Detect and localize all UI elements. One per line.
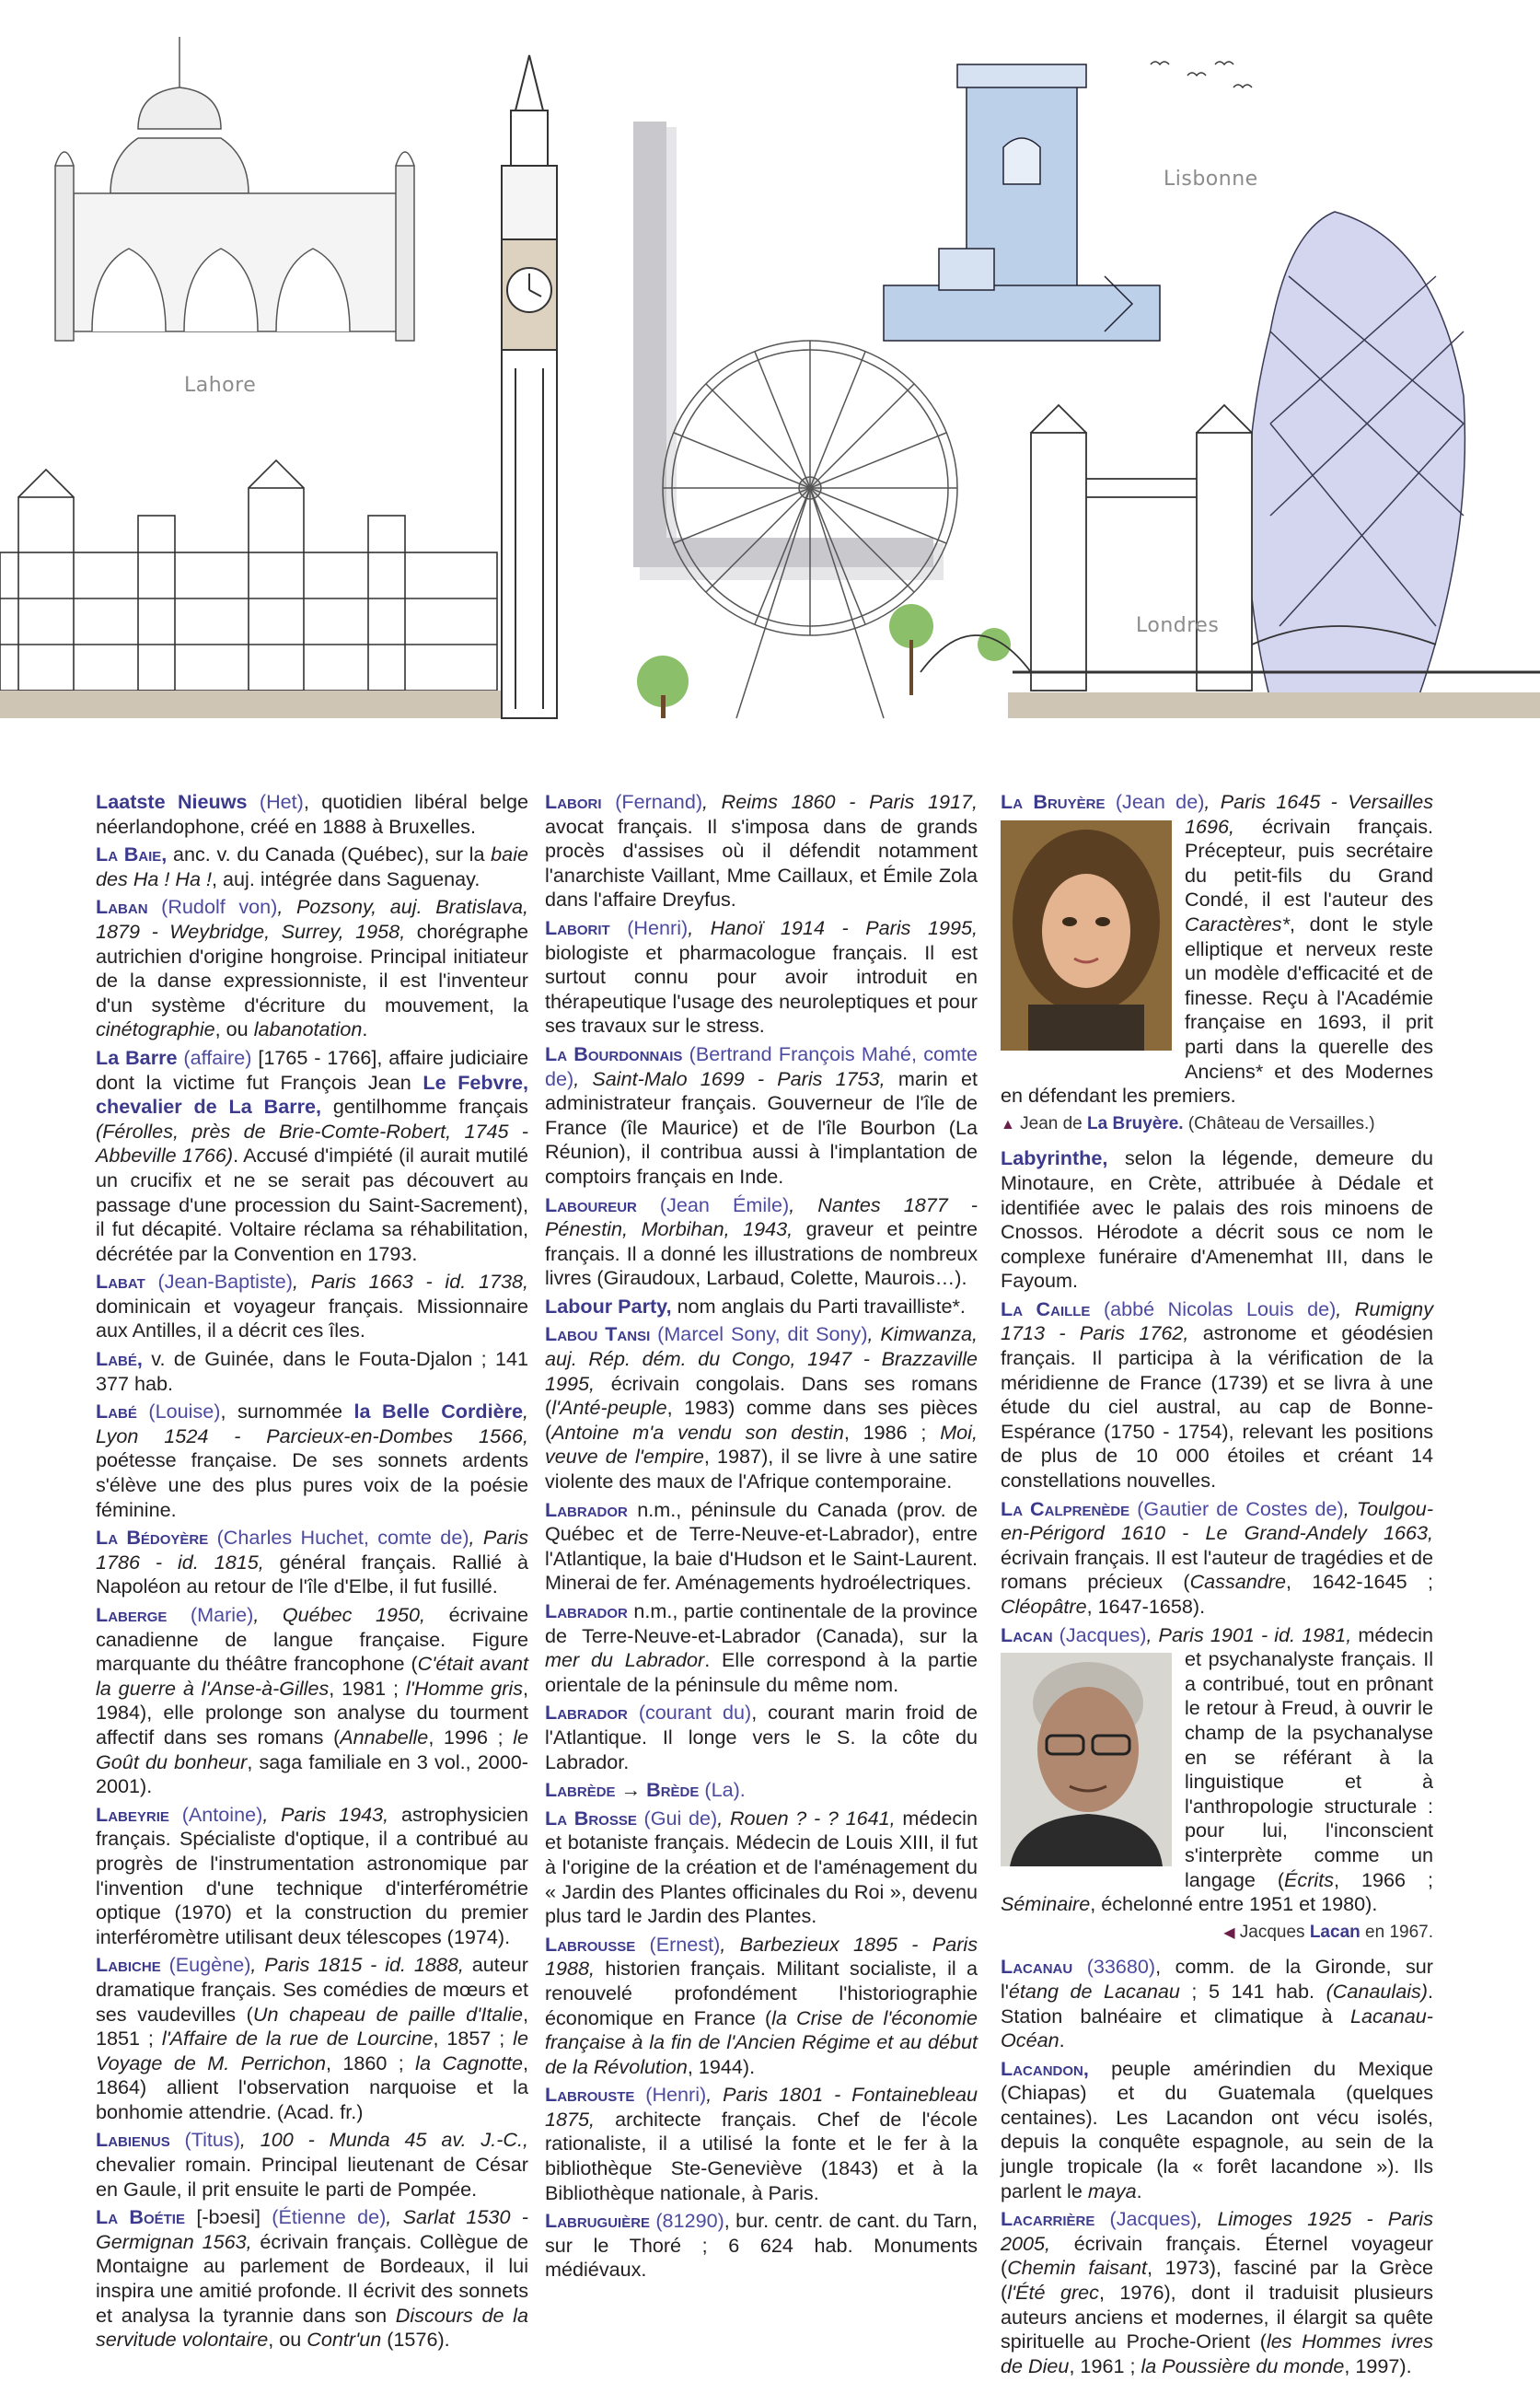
- entry-laban: Laban (Rudolf von), Pozsony, auj. Bratislava, 1879 - Weybridge, Surrey, 1958, chorégraphe autrichien d'origine hongroise. Principal initiateur de la danse expressionniste, il est l'inventeur d'un système d'écriture du mouvement, la cinétographie, ou labanotation.: [96, 895, 529, 1041]
- entry-labyrinthe: Labyrinthe, selon la légende, demeure du Minotaure, en Crète, attribuée à Dédale et identifiée avec le palais des rois minoens de Cnossos. Hérodote a décrit sous ce nom le complexe funéraire d'Amenemhat III, dans le Fayoum.: [1001, 1146, 1433, 1293]
- entry-labrede: Labrède → Brède (La).: [545, 1778, 746, 1802]
- entry-la-bedoyere: La Bédoyère (Charles Huchet, comte de), Paris 1786 - id. 1815, général français. Rallié à Napoléon au retour de l'île d'Elbe, il fut fusillé.: [96, 1526, 529, 1598]
- entry-labrousse: Labrousse (Ernest), Barbezieux 1895 - Paris 1988, historien français. Militant socialiste, il a renouvelé profondément l'historiographie économique en France (la Crise de l'économie française à la fin de l'Ancien Régime et au début de la Révolution, 1944).: [545, 1932, 978, 2078]
- entry-labrador-peninsule: Labrador n.m., péninsule du Canada (prov. de Québec et de Terre-Neuve-et-Labrador), entre l'Atlantique, la baie d'Hudson et le Saint-Laurent. Minerai de fer. Aménagements hydroélectriques.: [545, 1497, 978, 1595]
- entry-labruguiere: Labruguière (81290), bur. centr. de cant. du Tarn, sur le Thoré ; 6 624 hab. Monuments médiévaux.: [545, 2209, 978, 2282]
- big-letter-l: [633, 122, 944, 580]
- column-3: [1001, 790, 1433, 2382]
- portrait-lacan-image: [1001, 1653, 1172, 1866]
- column-1: [96, 790, 528, 2356]
- column-2: [545, 790, 978, 2286]
- entry-laatste-nieuws: Laatste Nieuws (Het), quotidien libéral belge néerlandophone, créé en 1888 à Bruxelles.: [96, 790, 528, 838]
- entry-labiche: Labiche (Eugène), Paris 1815 - id. 1888, auteur dramatique français. Ses comédies de mœurs et ses vaudevilles (Un chapeau de paille d'Italie, 1851 ; l'Affaire de la rue de Lourcine, 1857 ; le Voyage de M. Perrichon, 1860 ; la Cagnotte, 1864) allient l'observation narquoise et la bonhomie attendrie. (Acad. fr.): [96, 1953, 529, 2123]
- entry-labat: Labat (Jean-Baptiste), Paris 1663 - id. 1738, dominicain et voyageur français. Missionnaire aux Antilles, il a décrit ces îles.: [96, 1270, 528, 1342]
- entry-laboureur: Laboureur (Jean Émile), Nantes 1877 - Pénestin, Morbihan, 1943, graveur et peintre français. Il a donné les illustrations de nombreux livres (Giraudoux, Larbaud, Colette, Maurois…).: [545, 1192, 978, 1290]
- portrait-la-bruyere: [1001, 820, 1172, 1057]
- entry-la-bourdonnais: La Bourdonnais (Bertrand François Mahé, comte de), Saint-Malo 1699 - Paris 1753, marin et administrateur français. Gouverneur de l'île de France (île Maurice) et de l'île Bourbon (La Réunion), il contribua aussi à l'implantation de comptoirs français en Inde.: [545, 1041, 978, 1188]
- caption-triangle-icon: ◀: [1223, 1924, 1235, 1941]
- entry-labienus: Labienus (Titus), 100 - Munda 45 av. J.-C., chevalier romain. Principal lieutenant de César en Gaule, il prit ensuite le parti de Pompée.: [96, 2128, 528, 2201]
- lahore-mosque-drawing: [55, 37, 414, 341]
- lisbon-tower-drawing: [884, 64, 1160, 341]
- parliament-drawing: [0, 460, 502, 718]
- entry-la-caille: La Caille (abbé Nicolas Louis de), Rumigny 1713 - Paris 1762, astronome et géodésien français. Il participa à la vérification de la méridienne de France (1739) et se livra à une étude du ciel austral, au cap de Bonne-Espérance (1750 - 1754), relevant les positions de plus de 10 000 étoiles et créant 14 constellations nouvelles.: [1001, 1296, 1433, 1493]
- caption-lacan: ◀ Jacques Lacan en 1967.: [1223, 1922, 1433, 1942]
- entry-la-calprenede: La Calprenède (Gautier de Costes de), Toulgou-en-Périgord 1610 - Le Grand-Andely 1663, écrivain français. Il est l'auteur de tragédies et de romans précieux (Cassandre, 1642-1645 ; Cléopâtre, 1647-1658).: [1001, 1496, 1434, 1618]
- portrait-la-bruyere-image: [1001, 820, 1172, 1051]
- portrait-lacan: [1001, 1653, 1172, 1873]
- dictionary-columns: [96, 790, 1476, 2377]
- entry-labe-louise: Labé (Louise), surnommée la Belle Cordière, Lyon 1524 - Parcieux-en-Dombes 1566, poétesse française. De ses sonnets ardents s'élève une des plus pures voix de la poésie féminine.: [96, 1400, 529, 1521]
- city-label-lahore: Lahore: [184, 374, 257, 397]
- birds-drawing: [1151, 62, 1252, 87]
- entry-laborit: Laborit (Henri), Hanoï 1914 - Paris 1995, biologiste et pharmacologue français. Il est surtout connu pour avoir introduit en thérapeutique l'usage des neuroleptiques et pour ses travaux sur le stress.: [545, 915, 978, 1038]
- entry-lacandon: Lacandon, peuple amérindien du Mexique (Chiapas) et du Guatemala (quelques centaines). Les Lacandon ont vécu isolés, depuis la conquête espagnole, au sein de la jungle tropicale (la « forêt lacandone »). Ils parlent le maya.: [1001, 2056, 1433, 2202]
- header-illustration: [0, 0, 1540, 737]
- entry-lacan: Lacan (Jacques), Paris 1901 - id. 1981, médecin et psychanalyste français. Il a contribué, tout en prônant le retour à Freud, à ouvrir le champ de la psychanalyse en se référant à la linguistique et à l'anthropologie structurale : pour lui, l'inconscient s'interprète comme un langage (Écrits, 1966 ; Séminaire, échelonné entre 1951 et 1980).: [1001, 1622, 1433, 1916]
- entry-labour-party: Labour Party, nom anglais du Parti travailliste*.: [545, 1294, 966, 1318]
- entry-labeyrie: Labeyrie (Antoine), Paris 1943, astrophysicien français. Spécialiste d'optique, il a contribué au progrès de l'instrumentation astronomique par l'invention d'une technique d'interférométrie optique (1970) et la construction du premier interféromètre utilisant deux télescopes (1974).: [96, 1802, 529, 1948]
- city-label-lisbonne: Lisbonne: [1164, 168, 1258, 191]
- trees-drawing: [637, 604, 1011, 718]
- entry-la-barre: La Barre (affaire) [1765 - 1766], affaire judiciaire dont la victime fut François Jean Le Febvre, chevalier de La Barre, gentilhomme français (Férolles, près de Brie-Comte-Robert, 1745 - Abbeville 1766). Accusé d'impiété (il aurait mutilé un crucifix et ne se serait pas découvert au passage d'une procession du Saint-Sacrement), il fut décapité. Voltaire réclama sa réhabilitation, décrétée par la Convention en 1793.: [96, 1045, 529, 1265]
- entry-lacanau: Lacanau (33680), comm. de la Gironde, sur l'étang de Lacanau ; 5 141 hab. (Canaulais). Station balnéaire et climatique à Lacanau-Océan.: [1001, 1955, 1433, 2052]
- caption-triangle-icon: ▲: [1001, 1116, 1015, 1133]
- entry-lacarriere: Lacarrière (Jacques), Limoges 1925 - Paris 2005, écrivain français. Éternel voyageur (Chemin faisant, 1973), fasciné par la Grèce (l'Été grec, 1976), dont il traduisit plusieurs auteurs anciens et modernes, il élargit sa quête spirituelle au Proche-Orient (les Hommes ivres de Dieu, 1961 ; la Poussière du monde, 1997).: [1001, 2207, 1434, 2377]
- entry-labrador-province: Labrador n.m., partie continentale de la province de Terre-Neuve-et-Labrador (Canada), sur la mer du Labrador. Elle correspond à la partie orientale de la péninsule du même nom.: [545, 1599, 978, 1696]
- city-landmarks-drawing: [0, 0, 1540, 737]
- entry-la-brosse: La Brosse (Gui de), Rouen ? - ? 1641, médecin et botaniste français. Médecin de Louis XIII, il fut à l'origine de la création et de l'aménagement du « Jardin des Plantes officinales du Roi », devenu plus tard le Jardin des Plantes.: [545, 1806, 978, 1928]
- caption-la-bruyere: ▲ Jean de La Bruyère. (Château de Versailles.): [1001, 1113, 1375, 1133]
- entry-la-bruyere: La Bruyère (Jean de), Paris 1645 - Versailles 1696, écrivain français. Précepteur, puis secrétaire du petit-fils du Grand Condé, il est l'auteur des Caractères*, dont le style elliptique et nerveux reste un modèle d'efficacité et de finesse. Reçu à l'Académie française en 1693, il prit parti dans la querelle des Anciens* et des Modernes en défendant les premiers.: [1001, 790, 1434, 1108]
- big-ben-drawing: [502, 55, 557, 718]
- entry-labrouste: Labrouste (Henri), Paris 1801 - Fontainebleau 1875, architecte français. Chef de l'école rationaliste, il a utilisé la fonte et le fer à la bibliothèque Ste-Geneviève (1843) et à la Bibliothèque nationale, à Paris.: [545, 2083, 978, 2204]
- entry-laberge: Laberge (Marie), Québec 1950, écrivaine canadienne de langue française. Figure marquante du théâtre francophone (C'était avant la guerre à l'Anse-à-Gilles, 1981 ; l'Homme gris, 1984), elle prolonge son analyse du tourment affectif dans ses romans (Annabelle, 1996 ; le Goût du bonheur, saga familiale en 3 vol., 2000-2001).: [96, 1603, 529, 1798]
- entry-la-boetie: La Boétie [-bɔesi] (Étienne de), Sarlat 1530 - Germignan 1563, écrivain français. Collègue de Montaigne au parlement de Bordeaux, il lui inspira une amitié profonde. Il écrivit des sonnets et analysa la tyrannie dans son Discours de la servitude volontaire, ou Contr'un (1576).: [96, 2205, 528, 2352]
- entry-labe-ville: Labé, v. de Guinée, dans le Fouta-Djalon ; 141 377 hab.: [96, 1347, 528, 1395]
- city-label-londres: Londres: [1136, 614, 1220, 637]
- entry-la-baie: La Baie, anc. v. du Canada (Québec), sur la baie des Ha ! Ha !, auj. intégrée dans Saguenay.: [96, 842, 528, 890]
- entry-labori: Labori (Fernand), Reims 1860 - Paris 1917, avocat français. Il s'imposa dans de grands procès d'assises où il défendit notamment l'anarchiste Vaillant, Mme Caillaux, et Émile Zola dans l'affaire Dreyfus.: [545, 790, 978, 912]
- entry-labrador-courant: Labrador (courant du), courant marin froid de l'Atlantique. Il longe vers le S. la côte du Labrador.: [545, 1701, 978, 1773]
- entry-labou-tansi: Labou Tansi (Marcel Sony, dit Sony), Kimwanza, auj. Rép. dém. du Congo, 1947 - Brazzaville 1995, écrivain congolais. Dans ses romans (l'Anté-peuple, 1983) comme dans ses pièces (Antoine m'a vendu son destin, 1986 ; Moi, veuve de l'empire, 1987), il se livre à une satire violente des maux de l'Afrique contemporaine.: [545, 1322, 978, 1493]
